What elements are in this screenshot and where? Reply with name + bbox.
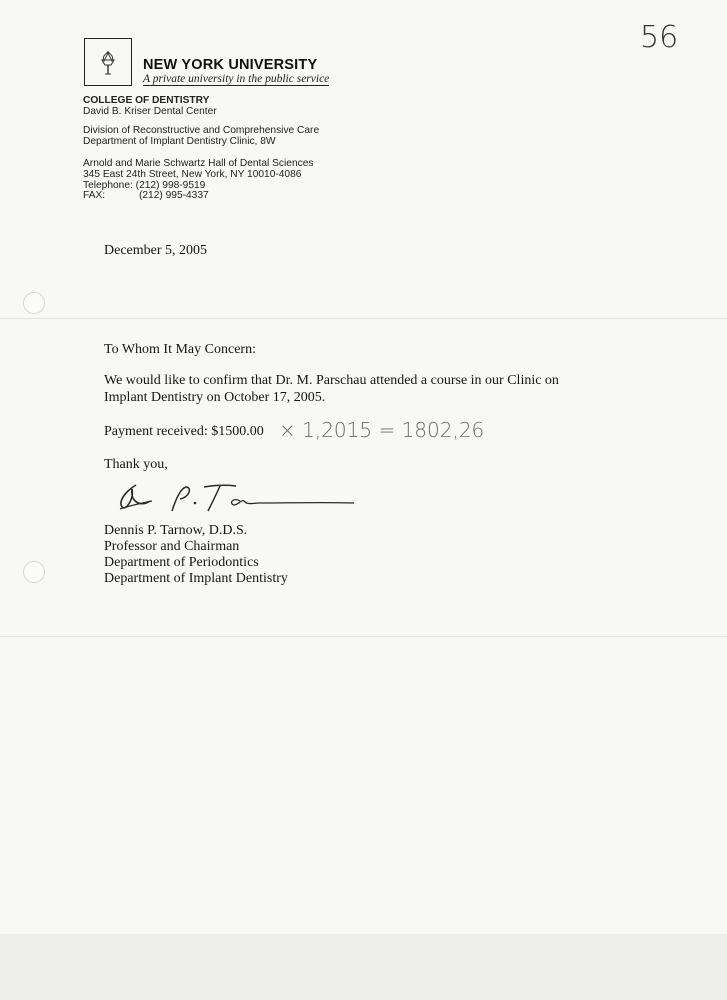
building-name: Arnold and Marie Schwartz Hall of Dental Sciences	[83, 158, 314, 169]
fax-number: (212) 995-4337	[139, 190, 209, 202]
letterhead-division-block	[83, 126, 319, 148]
fax-line	[83, 191, 313, 202]
scan-background	[0, 934, 727, 1000]
division-name: Division of Reconstructive and Comprehensive Care	[83, 125, 320, 136]
college-name: COLLEGE OF DENTISTRY	[83, 95, 210, 106]
nyu-torch-logo	[84, 38, 132, 86]
signer-department-2: Department of Implant Dentistry	[104, 571, 288, 586]
punch-hole-top	[23, 292, 45, 314]
punch-hole-bottom	[23, 561, 45, 583]
department-name: Department of Implant Dentistry Clinic, 8W	[83, 135, 276, 147]
closing: Thank you,	[104, 457, 168, 472]
fold-line-top	[0, 318, 727, 319]
university-tagline: A private university in the public service	[143, 73, 330, 85]
payment-line: Payment received: $1500.00	[104, 424, 264, 439]
signer-department-1: Department of Periodontics	[104, 555, 259, 570]
street-address: 345 East 24th Street, New York, NY 10010-4086	[83, 168, 302, 180]
fold-line-bottom	[0, 636, 727, 637]
telephone: Telephone: (212) 998-9519	[83, 179, 206, 191]
torch-icon	[93, 46, 123, 78]
body-line-1: We would like to confirm that Dr. M. Parschau attended a course in our Clinic on	[104, 373, 559, 388]
body-line-2: Implant Dentistry on October 17, 2005.	[104, 390, 326, 405]
signature	[112, 477, 362, 517]
handwritten-calculation: × 1,2015 = 1802,26	[279, 418, 485, 442]
signer-title: Professor and Chairman	[104, 539, 240, 554]
fax-label: FAX:	[83, 190, 106, 202]
letterhead-college-block	[83, 96, 217, 118]
dental-center: David B. Kriser Dental Center	[83, 105, 217, 117]
letter-date: December 5, 2005	[104, 243, 208, 258]
handwritten-page-number: 56	[640, 20, 679, 55]
letterhead-address-block	[83, 159, 313, 202]
salutation: To Whom It May Concern:	[104, 342, 256, 357]
university-name: NEW YORK UNIVERSITY	[143, 57, 318, 73]
signer-name: Dennis P. Tarnow, D.D.S.	[104, 523, 248, 538]
